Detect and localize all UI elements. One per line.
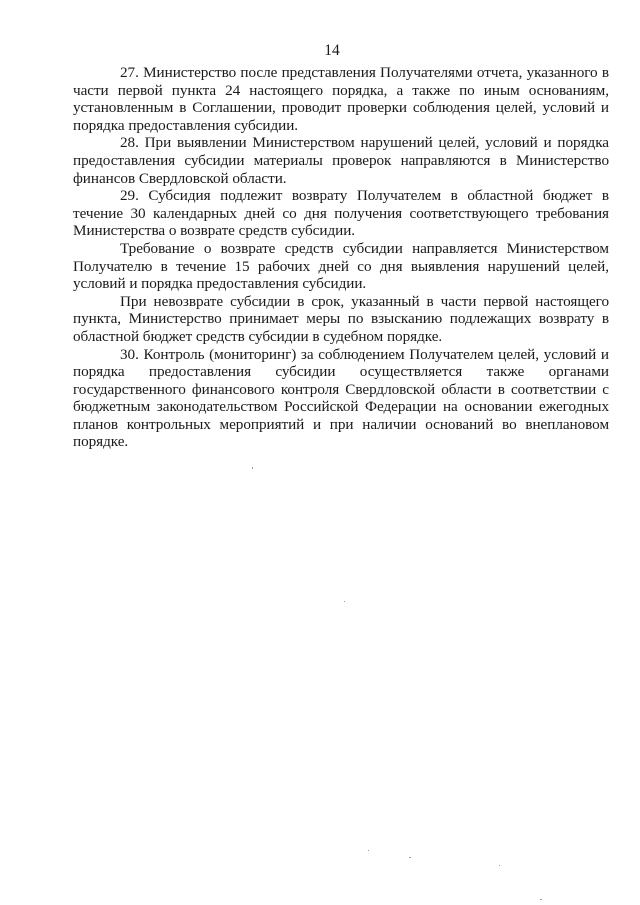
paragraph-30: 30. Контроль (мониторинг) за соблюдением Получателем целей, условий и порядка предоставления субсидии осуществляется также органами государственного финансового контроля Свердловской области в соответствии с бюджетным законодательством Российской Федерации на основании ежегодных планов контрольных мероприятий и при наличии оснований во внеплановом порядке. — [73, 345, 609, 451]
paragraph-29-non-refund: При невозврате субсидии в срок, указанный в части первой настоящего пункта, Министерство принимает меры по взысканию подлежащих возврату в областной бюджет средств субсидии в судебном порядке. — [73, 292, 609, 345]
scan-speck — [368, 850, 369, 851]
scan-speck — [540, 899, 542, 900]
scan-speck — [499, 865, 500, 866]
scan-speck — [252, 467, 253, 469]
paragraph-29-refund-demand: Требование о возврате средств субсидии направляется Министерством Получателю в течение 15 рабочих дней со дня выявления нарушений целей, условий и порядка предоставления субсидии. — [73, 239, 609, 293]
scan-speck — [344, 601, 345, 602]
scan-speck — [409, 857, 411, 858]
document-body — [73, 64, 609, 451]
paragraph-28: 28. При выявлении Министерством нарушений целей, условий и порядка предоставления субсидии материалы проверок направляются в Министерство финансов Свердловской области. — [73, 134, 609, 187]
paragraph-27: 27. Министерство после представления Получателями отчета, указанного в части первой пункта 24 настоящего порядка, а также по иным основаниям, установленным в Соглашении, проводит проверки соблюдения целей, условий и порядка предоставления субсидии. — [73, 64, 609, 134]
page-number: 14 — [324, 42, 340, 59]
paragraph-29: 29. Субсидия подлежит возврату Получателем в областной бюджет в течение 30 календарных дней со дня получения соответствующего требования Министерства о возврате средств субсидии. — [73, 187, 609, 240]
